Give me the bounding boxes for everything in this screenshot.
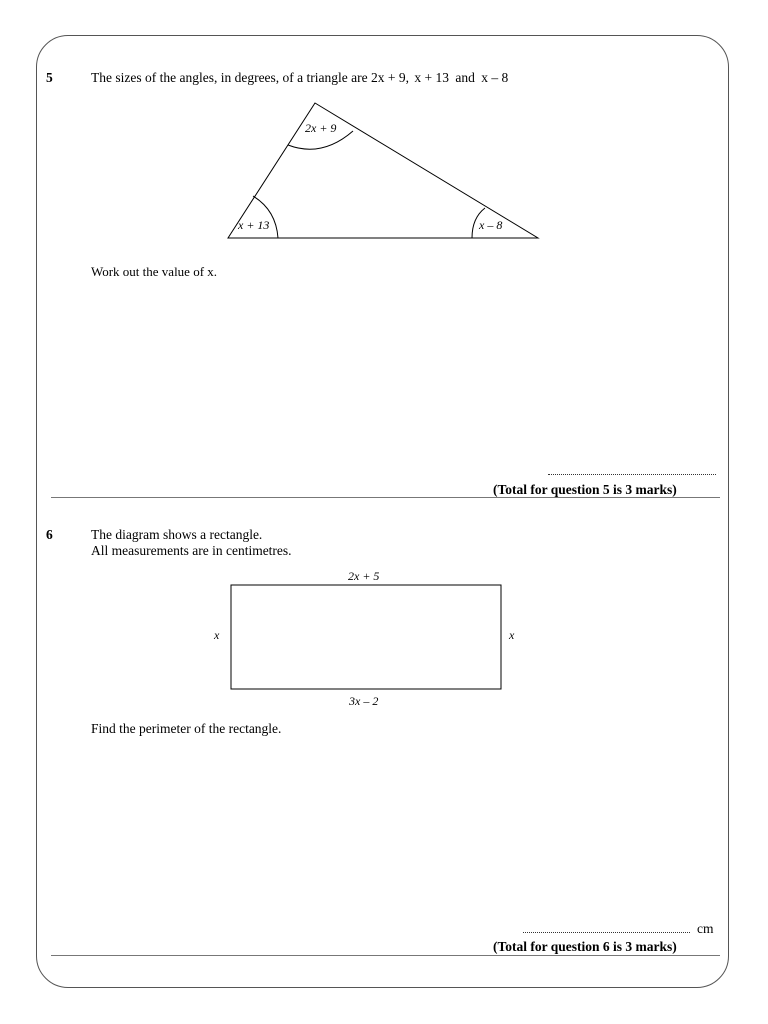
label-rect-top: 2x + 5	[348, 569, 380, 583]
question-6-instruction: Find the perimeter of the rectangle.	[91, 721, 282, 736]
question-5-intro: The sizes of the angles, in degrees, of a triangle are	[91, 70, 368, 85]
question-6-total: (Total for question 6 is 3 marks)	[493, 939, 677, 954]
label-rect-bottom: 3x – 2	[349, 694, 379, 708]
label-rect-right: x	[509, 628, 515, 642]
question-5-number: 5	[46, 70, 53, 85]
label-right-angle: x – 8	[479, 218, 503, 232]
question-5-instruction: Work out the value of x.	[91, 264, 218, 279]
question-6-number: 6	[46, 527, 53, 542]
angle-expr-2: x + 13	[414, 70, 450, 85]
and-word: and	[455, 70, 475, 85]
rectangle-shape	[231, 585, 501, 689]
question-6-line-2: All measurements are in centimetres.	[91, 543, 292, 558]
label-rect-left: x	[214, 628, 220, 642]
answer-line-q6[interactable]	[523, 932, 690, 933]
label-top-angle: 2x + 9	[305, 121, 337, 135]
unit-label: cm	[697, 921, 714, 936]
divider-q6	[51, 955, 720, 956]
question-5-total: (Total for question 5 is 3 marks)	[493, 482, 677, 497]
label-left-angle: x + 13	[238, 218, 270, 232]
angle-expr-1: 2x + 9,	[371, 70, 410, 85]
angle-expr-3: x – 8	[481, 70, 509, 85]
question-6-line-1: The diagram shows a rectangle.	[91, 527, 263, 542]
